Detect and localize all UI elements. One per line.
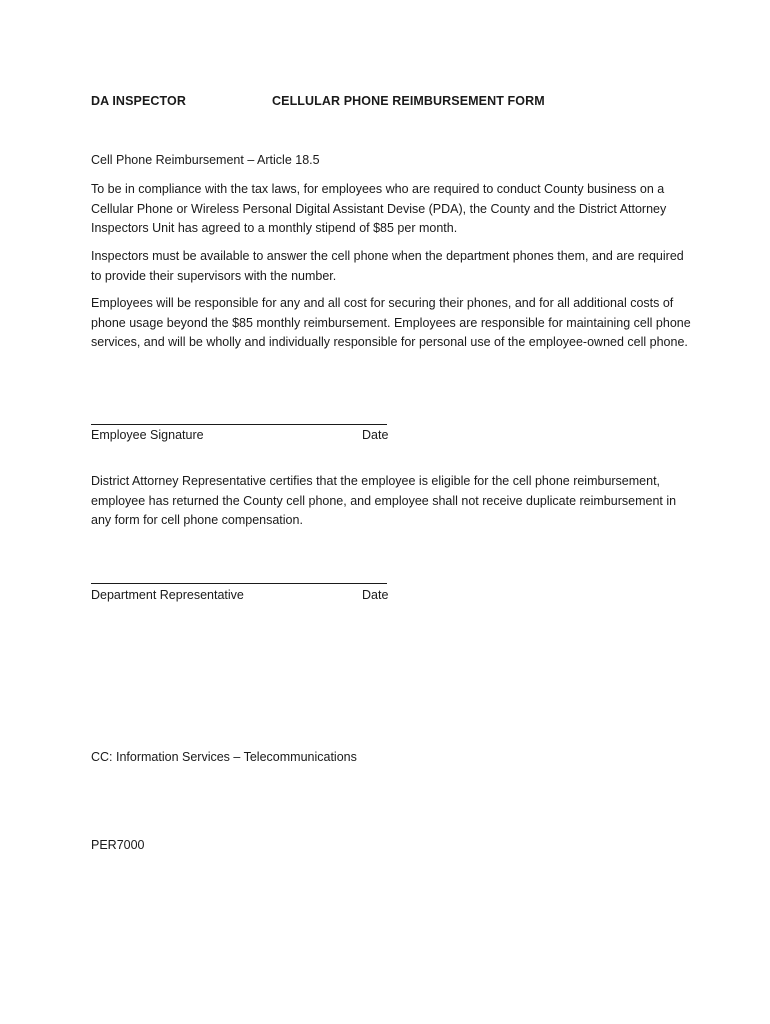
cc-line: CC: Information Services – Telecommunications [91, 750, 357, 764]
employee-signature-label: Employee Signature [91, 428, 204, 442]
representative-signature-label: Department Representative [91, 588, 244, 602]
form-code: PER7000 [91, 838, 145, 852]
department-label: DA INSPECTOR [91, 94, 186, 108]
representative-signature-line[interactable] [91, 583, 387, 584]
paragraph-certification: District Attorney Representative certifies that the employee is eligible for the cell phone reimbursement, employee has returned the County cell phone, and employee shall not receive duplicate reimbursement in any form for cell phone compensation. [91, 474, 677, 527]
employee-signature-line[interactable] [91, 424, 387, 425]
section-heading: Cell Phone Reimbursement – Article 18.5 [91, 153, 320, 167]
form-title: CELLULAR PHONE REIMBURSEMENT FORM [272, 94, 545, 108]
representative-date-label: Date [362, 588, 389, 602]
employee-date-label: Date [362, 428, 389, 442]
paragraph-responsibility: Employees will be responsible for any and all cost for securing their phones, and for all additional costs of phone usage beyond the $85 monthly reimbursement. Employees are responsible for maintaining cell phone services, and will be wholly and individually responsible for personal use of the employee-owned cell phone. [91, 296, 691, 349]
paragraph-availability: Inspectors must be available to answer the cell phone when the department phones them, and are required to provide their supervisors with the number. [91, 249, 684, 283]
paragraph-compliance: To be in compliance with the tax laws, for employees who are required to conduct County business on a Cellular Phone or Wireless Personal Digital Assistant Devise (PDA), the County and the District Attorney Inspectors Unit has agreed to a monthly stipend of $85 per month. [91, 182, 667, 235]
